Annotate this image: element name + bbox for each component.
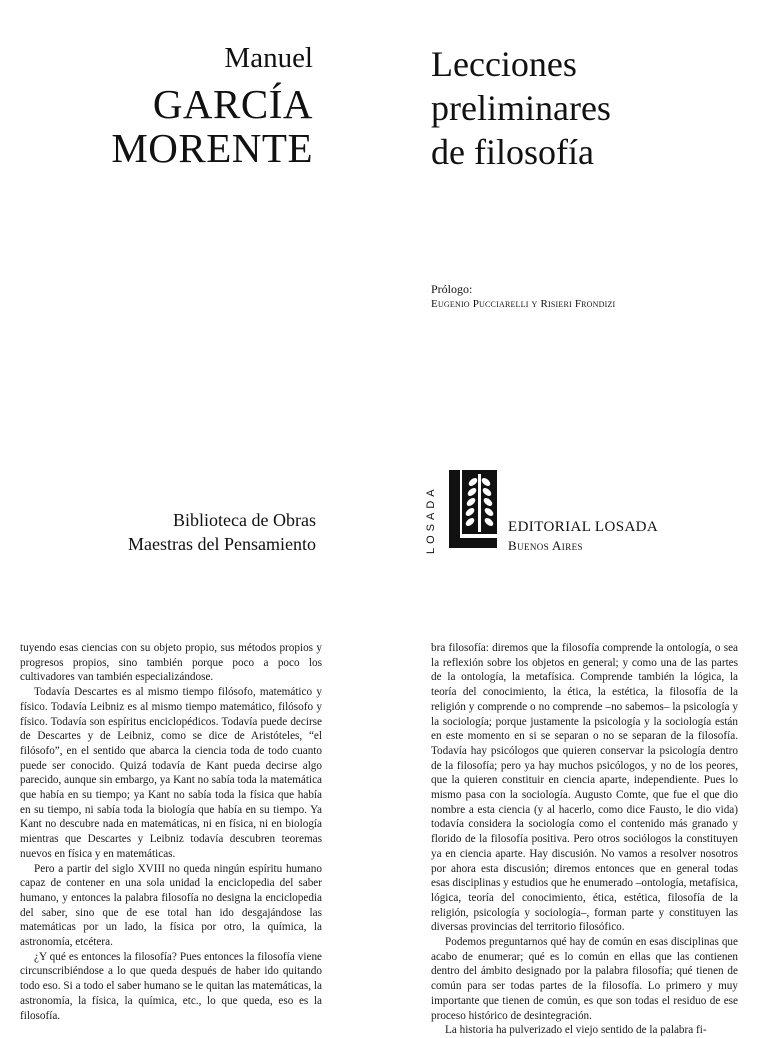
text-column-right (431, 641, 738, 1038)
author-last-name-2: MORENTE (111, 125, 313, 171)
prologue-authors: Eugenio Pucciarelli y Risieri Frondizi (431, 298, 616, 310)
paragraph: La historia ha pulverizado el viejo sentido de la palabra fi- (445, 1024, 707, 1037)
author-last-name-1: GARCÍA (152, 81, 313, 127)
paragraph: ¿Y qué es entonces la filosofía? Pues entonces la filosofía viene circunscribiéndose a lo que queda después de haber ido quitando todo eso. Si a todo el saber humano se le quitan las matemáticas, la astronomía, la física, la química, etc., lo que queda, eso es la filosofía. (20, 950, 322, 1022)
paragraph: tuyendo esas ciencias con su objeto propio, sus métodos propios y progresos propios, sino también porque poco a poco los cultivadores van también especializándose. (20, 642, 322, 684)
prologue-label: Prólogo: (431, 282, 473, 296)
publisher-name: EDITORIAL LOSADA (508, 519, 659, 535)
book-title-line-3: de filosofía (431, 132, 594, 172)
book-title-line-1: Lecciones (431, 44, 577, 84)
paragraph: Todavía Descartes es al mismo tiempo filósofo, matemático y físico. Todavía Leibniz es al mismo tiempo matemático, filósofo y físico. Todavía son espíritus enciclopédicos. Todavía puede decirse de Descartes y de Leibniz, como se dice de Aristóteles, “el filósofo”, en el sentido que abarca la ciencia toda de todo cuanto puede ser conocido. Quizá todavía de Kant pueda decirse algo parecido, aunque sin embargo, ya Kant no sabía toda la matemática que había en su tiempo; ya Kant no sabía toda la física que había en su tiempo, ni sabía toda la biología que había en su tiempo. Ya Kant no descubre nada en matemáticas, ni en física, ni en biología mientras que Descartes y Leibniz todavía descubren teoremas nuevos en física y en matemáticas. (20, 686, 322, 860)
text-column-left (20, 641, 322, 1023)
publisher-city: Buenos Aires (508, 538, 583, 553)
collection-line-1: Biblioteca de Obras (173, 510, 316, 530)
wheat-stalk-icon (449, 470, 501, 548)
author-first-name: Manuel (224, 42, 313, 74)
book-title-line-2: preliminares (431, 88, 611, 128)
paragraph: Podemos preguntarnos qué hay de común en esas disciplinas que acabo de enumerar; qué es lo común en ellas que las contienen dentro del ámbito designado por la palabra filosofía; qué tienen de común para ser todas partes de la filosofía. Lo primero y muy importante que tienen de común, es que son todas el residuo de ese proceso histórico de desintegración. (431, 936, 738, 1022)
publisher-vertical-text: LOSADA (425, 485, 437, 555)
collection-line-2: Maestras del Pensamiento (128, 534, 316, 554)
paragraph: Pero a partir del siglo XVIII no queda ningún espíritu humano capaz de contener en una sola unidad la enciclopedia del saber humano, y entonces la palabra filosofía no designa la enciclopedia del saber, sino que de ese total han ido desgajándose las matemáticas por un lado, la física por otro, la química, la astronomía, etcétera. (20, 862, 322, 949)
paragraph: bra filosofía: diremos que la filosofía comprende la ontología, o sea la reflexión sobre los objetos en general; y como una de las partes de la ontología, la metafísica. Comprende también la lógica, la teoría del conocimiento, la ética, la estética, la filosofía de la religión y comprende o no comprende –no sabemos– la psicología y la sociología; porque justamente la psicología y la sociología están en este momento en si se separan o no se separan de la filosofía. Todavía hay psicólogos que quieren conservar la psicología dentro de la filosofía; pero ya hay muchos psicólogos, y no de los peores, que la quieren constituir en ciencia aparte, independiente. Pues lo mismo pasa con la sociología. Augusto Comte, que fue el que dio nombre a esta ciencia (y al hacerlo, como dice Fausto, le dio vida) todavía considera la sociología como el contenido más granado y florido de la filosofía positiva. Pero otros sociólogos la constituyen ya en ciencia aparte. Hay discusión. No vamos a resolver nosotros por ahora esta discusión; diremos entonces que en general todas esas disciplinas y estudios que he enumerado –ontología, metafísica, lógica, teoría del conocimiento, ética, estética, filosofía de la religión, psicología y sociología–, forman parte y constituyen las diversas provincias del territorio filosófico. (431, 642, 738, 934)
